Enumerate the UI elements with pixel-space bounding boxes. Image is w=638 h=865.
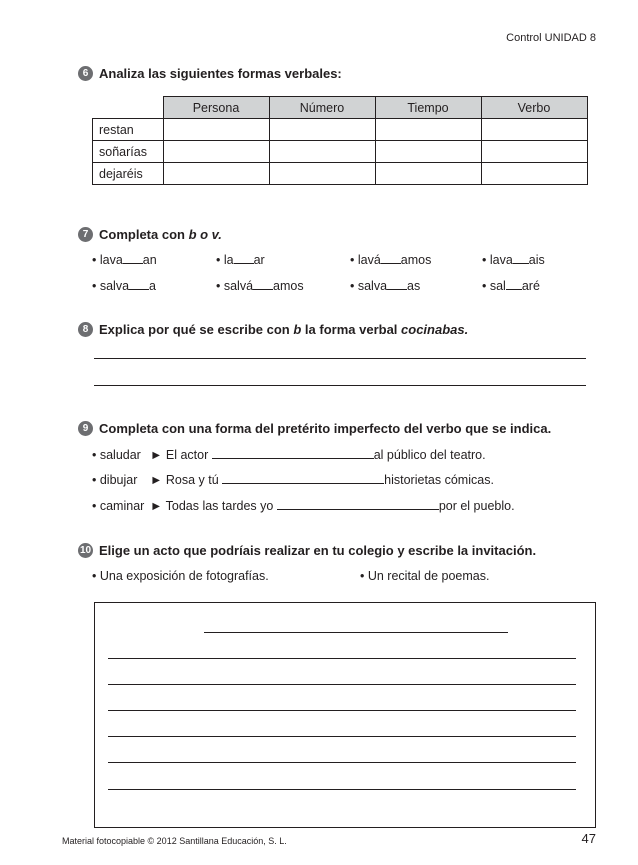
- exercise-10-title: Elige un acto que podríais realizar en tu colegio y escribe la invitación.: [99, 543, 537, 558]
- writing-line[interactable]: [108, 710, 576, 711]
- exercise-number-9: 9: [78, 421, 93, 436]
- verb-blank[interactable]: [212, 446, 374, 459]
- letter-blank[interactable]: [513, 251, 529, 264]
- answer-cell[interactable]: [481, 141, 587, 163]
- column-header: Verbo: [481, 97, 587, 119]
- verb-blank[interactable]: [222, 471, 384, 484]
- answer-cell[interactable]: [375, 119, 481, 141]
- exercise-8-title: Explica por qué se escribe con: [99, 322, 294, 337]
- fill-letter-item: • salva a: [92, 279, 156, 293]
- exercise-7-letters: b o v.: [188, 227, 222, 242]
- invitation-option: • Una exposición de fotografías.: [92, 569, 269, 583]
- conjugation-item: • saludar ► El actor al público del teatro.: [92, 448, 486, 462]
- exercise-6-heading: [78, 66, 342, 81]
- exercise-number-6: 6: [78, 66, 93, 81]
- exercise-10-heading: [78, 543, 536, 558]
- verb-form-cell: soñarías: [93, 141, 164, 163]
- letter-blank[interactable]: [253, 277, 273, 290]
- fill-letter-item: • lava an: [92, 253, 157, 267]
- table-row: [93, 119, 588, 141]
- exercise-number-7: 7: [78, 227, 93, 242]
- answer-line[interactable]: [94, 385, 586, 386]
- fill-letter-item: • sal aré: [482, 279, 540, 293]
- table-header-row: [93, 97, 588, 119]
- answer-cell[interactable]: [269, 141, 375, 163]
- table-row: [93, 141, 588, 163]
- table-corner-cell: [93, 97, 164, 119]
- exercise-9-title: Completa con una forma del pretérito imperfecto del verbo que se indica.: [99, 421, 552, 436]
- page-header: Control UNIDAD 8: [506, 32, 596, 44]
- writing-line[interactable]: [108, 736, 576, 737]
- fill-letter-item: • lava ais: [482, 253, 545, 267]
- answer-cell[interactable]: [375, 141, 481, 163]
- table-row: [93, 163, 588, 185]
- letter-blank[interactable]: [234, 251, 254, 264]
- writing-line[interactable]: [108, 684, 576, 685]
- answer-cell[interactable]: [163, 119, 269, 141]
- exercise-8-letter: b: [293, 322, 302, 337]
- exercise-7-heading: [78, 227, 222, 242]
- answer-cell[interactable]: [375, 163, 481, 185]
- column-header: Número: [269, 97, 375, 119]
- page-number: 47: [581, 831, 596, 846]
- column-header: Tiempo: [375, 97, 481, 119]
- verb-blank[interactable]: [277, 497, 439, 510]
- verb-form-cell: restan: [93, 119, 164, 141]
- letter-blank[interactable]: [381, 251, 401, 264]
- answer-line[interactable]: [94, 358, 586, 359]
- fill-letter-item: • salva as: [350, 279, 421, 293]
- column-header: Persona: [163, 97, 269, 119]
- answer-cell[interactable]: [481, 119, 587, 141]
- invitation-title-line[interactable]: [204, 632, 508, 633]
- writing-line[interactable]: [108, 658, 576, 659]
- letter-blank[interactable]: [123, 251, 143, 264]
- letter-blank[interactable]: [129, 277, 149, 290]
- conjugation-item: • caminar ► Todas las tardes yo por el pueblo.: [92, 499, 515, 513]
- conjugation-item: • dibujar ► Rosa y tú historietas cómicas.: [92, 473, 494, 487]
- invitation-writing-box: [94, 602, 596, 828]
- writing-line[interactable]: [108, 789, 576, 790]
- answer-cell[interactable]: [269, 119, 375, 141]
- exercise-number-10: 10: [79, 545, 92, 556]
- exercise-9-heading: [78, 421, 551, 436]
- invitation-option: • Un recital de poemas.: [360, 569, 490, 583]
- letter-blank[interactable]: [387, 277, 407, 290]
- exercise-8-verb: cocinabas.: [401, 322, 469, 337]
- exercise-8-title-cont: la forma verbal: [301, 322, 402, 337]
- footer-copyright: Material fotocopiable © 2012 Santillana Educación, S. L.: [62, 836, 287, 846]
- answer-cell[interactable]: [163, 141, 269, 163]
- answer-cell[interactable]: [163, 163, 269, 185]
- exercise-number-8: 8: [78, 322, 93, 337]
- exercise-8-heading: [78, 322, 468, 337]
- fill-letter-item: • lavá amos: [350, 253, 432, 267]
- verb-form-cell: dejaréis: [93, 163, 164, 185]
- verb-analysis-table: [92, 96, 588, 185]
- answer-cell[interactable]: [481, 163, 587, 185]
- exercise-6-title: Analiza las siguientes formas verbales:: [99, 66, 342, 81]
- fill-letter-item: • salvá amos: [216, 279, 304, 293]
- answer-cell[interactable]: [269, 163, 375, 185]
- writing-line[interactable]: [108, 762, 576, 763]
- fill-letter-item: • la ar: [216, 253, 265, 267]
- exercise-7-title: Completa con: [99, 227, 189, 242]
- letter-blank[interactable]: [506, 277, 522, 290]
